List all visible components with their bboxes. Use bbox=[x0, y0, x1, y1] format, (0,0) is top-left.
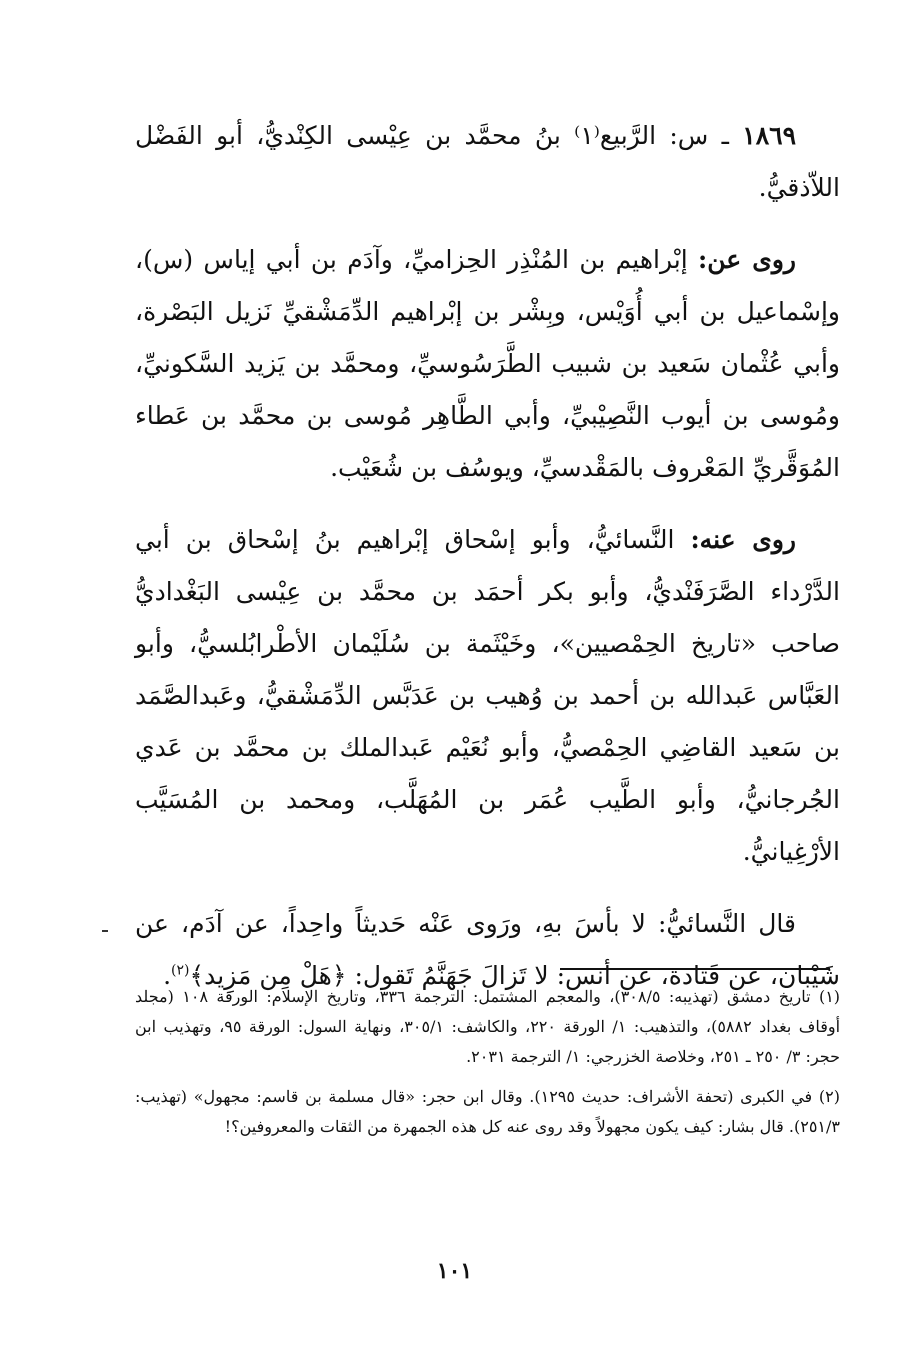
students-text: النَّسائيُّ، وأبو إسْحاق إبْراهيم بنُ إسْحاق بن أبي الدَّرْداء الصَّرَفَنْديُّ، وأبو بكر أحمَد بن محمَّد بن عِيْسى البَغْداديُّ صاحب «تاريخ الحِمْصيين»، وخَيْثَمة بن سُلَيْمان الأطْرابُلسيُّ، وأبو العَبَّاس عَبدالله بن أحمد بن وُهيب بن عَدَبَّس الدِّمَشْقيُّ، وعَبدالصَّمَد بن سَعيد القاضِي الحِمْصيُّ، وأبو نُعَيْم عَبدالملك بن محمَّد بن عَدي الجُرجانيُّ، وأبو الطَّيب عُمَر بن المُهَلَّب، ومحمد بن المُسَيَّب الأرْغِيانيُّ. bbox=[135, 525, 840, 866]
entry-heading bbox=[135, 110, 840, 214]
entry-number: ١٨٦٩ bbox=[742, 121, 796, 150]
students-paragraph bbox=[135, 514, 840, 878]
margin-mark bbox=[102, 930, 108, 932]
footnote-ref-2: (٢) bbox=[171, 962, 190, 979]
footnote-1: (١) تاريخ دمشق (تهذيبه: ٣٠٨/٥)، والمعجم المشتمل: الترجمة ٣٣٦، وتاريخ الإسلام: الورقة ١٠٨ (مجلد أوقاف بغداد ٥٨٨٢)، والتذهيب: ١/ الورقة ٢٢٠، والكاشف: ٣٠٥/١، ونهاية السول: الورقة ٩٥، وتهذيب ابن حجر: ٣/ ٢٥٠ ـ ٢٥١، وخلاصة الخزرجي: ١/ الترجمة ٢٠٣١. bbox=[135, 987, 841, 1066]
students-lead: روى عنه: bbox=[690, 525, 796, 554]
verdict-text: قال النَّسائيُّ: لا بأسَ بهِ، ورَوى عَنْه حَديثاً واحِداً، عن آدَم، عن شَيْبان، عن قَتادة، عن أنس: لا تَزالَ جَهَنَّمُ تَقول: ﴿هَلْ مِن مَزِيد﴾ bbox=[135, 909, 840, 990]
footnote-separator bbox=[560, 968, 830, 970]
teachers-paragraph bbox=[135, 234, 840, 494]
footnote-2: (٢) في الكبرى (تحفة الأشراف: حديث ١٢٩٥). وقال ابن حجر: «قال مسلمة بن قاسم: مجهول» (تهذيب: ٢٥١/٣). قال بشار: كيف يكون مجهولاً وقد روى عنه كل هذه الجمهرة من الثقات والمعروفين؟! bbox=[135, 1087, 841, 1136]
entry-line: ـ س: الرَّبيع⁽١⁾ بنُ محمَّد بن عِيْسى الكِنْديُّ، أبو الفَضْل اللاّذقيُّ. bbox=[135, 121, 840, 202]
teachers-text: إبْراهيم بن المُنْذِر الحِزاميِّ، وآدَم بن أبي إياس (س)، وإسْماعيل بن أبي أُوَيْس، وبِشْر بن إبْراهيم الدِّمَشْقيِّ نَزيل البَصْرة، وأبي عُثْمان سَعيد بن شبيب الطَّرَسُوسيِّ، ومحمَّد بن يَزيد السَّكونيِّ، ومُوسى بن أيوب النَّصِيْبيِّ، وأبي الطَّاهِر مُوسى بن محمَّد بن عَطاء المُوَقَّريِّ المَعْروف بالمَقْدسيِّ، ويوسُف بن شُعَيْب. bbox=[135, 245, 840, 482]
main-text bbox=[135, 110, 840, 1022]
teachers-lead: روى عن: bbox=[698, 245, 796, 274]
page-number: ١٠١ bbox=[436, 1258, 473, 1284]
verdict-paragraph: قال النَّسائيُّ: لا بأسَ بهِ، ورَوى عَنْه حَديثاً واحِداً، عن آدَم، عن شَيْبان، عن قَتادة، عن أنس: لا تَزالَ جَهَنَّمُ تَقول: ﴿هَلْ مِن مَزِيد﴾$^{(٢)}$. bbox=[135, 909, 840, 990]
footnotes bbox=[135, 982, 840, 1152]
